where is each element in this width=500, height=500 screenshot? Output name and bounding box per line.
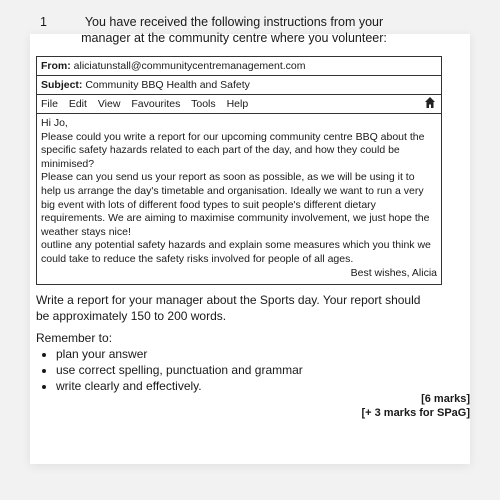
menu-tools[interactable]: Tools bbox=[191, 98, 216, 110]
menu-view[interactable]: View bbox=[97, 98, 121, 110]
remember-item: • plan your answer bbox=[56, 346, 303, 362]
email-paragraph: outline any potential safety hazards and explain some measures which you think we could take to reduce the safety risks involved for people of all ages. bbox=[41, 239, 431, 265]
home-icon[interactable] bbox=[425, 97, 435, 108]
remember-heading: Remember to: bbox=[36, 331, 113, 345]
task-instruction: Write a report for your manager about the Sports day. Your report should be approximately 150 to 200 words. bbox=[36, 293, 421, 323]
menu-favourites[interactable]: Favourites bbox=[131, 98, 181, 110]
email-body bbox=[37, 114, 441, 284]
remember-item: • use correct spelling, punctuation and grammar bbox=[56, 362, 303, 378]
remember-list bbox=[36, 346, 303, 394]
email-menubar bbox=[37, 95, 441, 114]
from-value: aliciatunstall@communitycentremanagement.com bbox=[73, 60, 306, 72]
subject-value: Community BBQ Health and Safety bbox=[85, 79, 250, 91]
subject-label: Subject: bbox=[41, 79, 83, 91]
question-text: You have received the following instructions from your manager at the community centre where you volunteer: bbox=[81, 15, 387, 45]
remember-item: • write clearly and effectively. bbox=[56, 378, 303, 394]
email-subject-row bbox=[37, 76, 441, 95]
from-label: From: bbox=[41, 60, 71, 72]
marks-main: [6 marks] bbox=[421, 393, 470, 405]
email-greeting: Hi Jo, bbox=[41, 117, 68, 129]
remember-section bbox=[36, 330, 303, 394]
question-number: 1 bbox=[40, 15, 47, 29]
menu-file[interactable]: File bbox=[41, 98, 58, 110]
menu-help[interactable]: Help bbox=[226, 98, 249, 110]
email-paragraph: Please can you send us your report as soon as possible, as we will be using it to help us arrange the day's timetable and organisation. Ideally we want to run a very big event with lots of different food types to suit people's different dietary requirements. We are aiming to maximise community involvement, we just hope the weather stays nice! bbox=[41, 171, 430, 238]
email-window bbox=[36, 56, 442, 285]
email-from-row bbox=[37, 57, 441, 76]
marks-spag: [+ 3 marks for SPaG] bbox=[361, 407, 470, 419]
marks-allocation bbox=[361, 392, 470, 420]
menu-edit[interactable]: Edit bbox=[68, 98, 87, 110]
email-signoff: Best wishes, Alicia bbox=[350, 266, 437, 279]
email-paragraph: Please could you write a report for our upcoming community centre BBQ about the specific safety hazards related to each part of the day, and how they could be minimised? bbox=[41, 130, 425, 170]
question-header bbox=[36, 14, 428, 46]
